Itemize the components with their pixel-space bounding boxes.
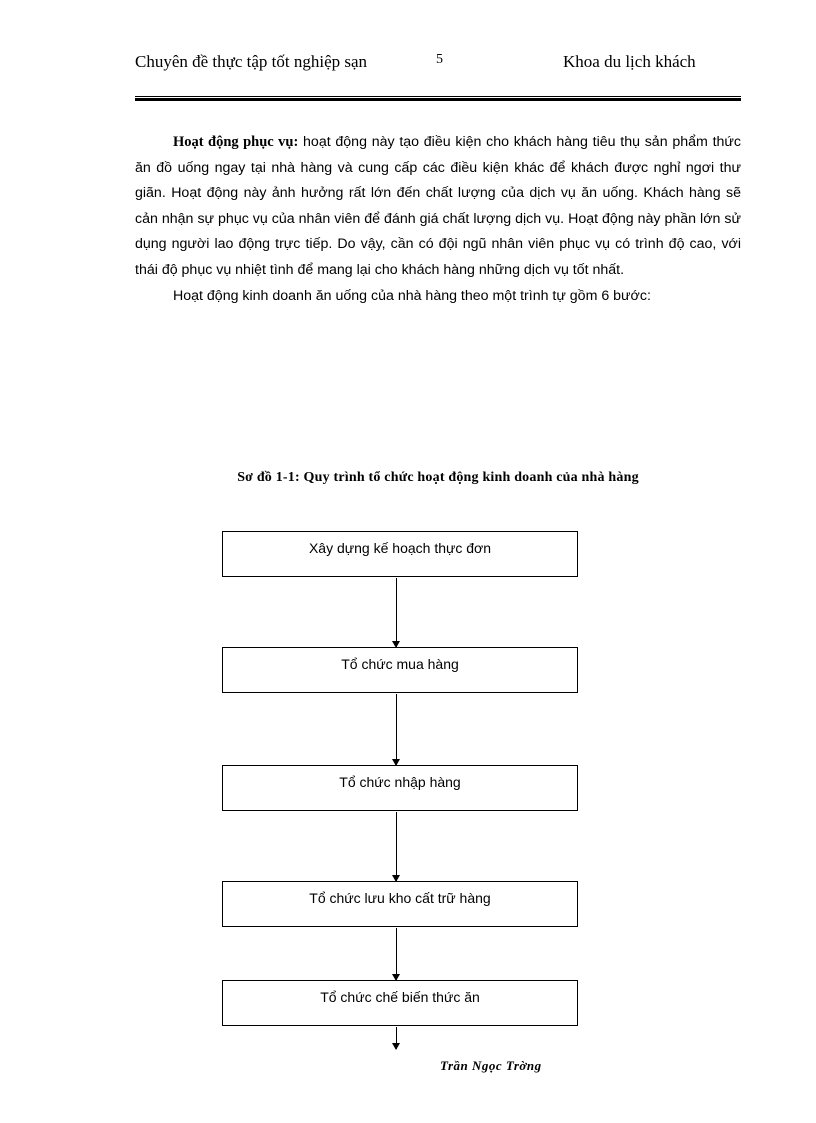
flow-arrow-2: [396, 694, 397, 765]
flow-step-4: Tổ chức lưu kho cất trữ hàng: [222, 881, 578, 927]
footer-signature: Trần Ngọc Trờng: [440, 1058, 542, 1073]
diagram-title: Sơ đồ 1-1: Quy trình tổ chức hoạt động kinh doanh của nhà hàng: [237, 470, 639, 485]
header-rule-thick: [135, 98, 741, 101]
body-text: [135, 130, 741, 309]
flow-step-2: Tổ chức mua hàng: [222, 647, 578, 693]
flow-step-3: Tổ chức nhập hàng: [222, 765, 578, 811]
paragraph-service: [135, 130, 741, 284]
flow-arrow-4: [396, 928, 397, 980]
flow-step-5: Tổ chức chế biến thức ăn: [222, 980, 578, 1026]
page-number: 5: [436, 52, 443, 67]
flow-step-1: Xây dựng kế hoạch thực đơn: [222, 531, 578, 577]
header-right-title: Khoa du lịch khách: [563, 52, 696, 71]
paragraph-service-text: hoạt động này tạo điều kiện cho khách hàng tiêu thụ sản phẩm thức ăn đồ uống ngay tại nhà hàng và cung cấp các điều kiện khác để khách được nghỉ ngơi thư giãn. Hoạt động này ảnh hưởng rất lớn đến chất lượng của dịch vụ ăn uống. Khách hàng sẽ cản nhận sự phục vụ của nhân viên để đánh giá chất lượng dịch vụ. Hoạt động này phần lớn sử dụng người lao động trực tiếp. Do vậy, cần có đội ngũ nhân viên phục vụ có trình độ cao, với thái độ phục vụ nhiệt tình để mang lại cho khách hàng những dịch vụ tốt nhất.: [135, 134, 741, 278]
flow-arrow-3: [396, 812, 397, 881]
header-left-title: Chuyên đề thực tập tốt nghiệp sạn: [135, 52, 368, 71]
header-rule-thin: [135, 96, 741, 97]
paragraph-service-lead: Hoạt động phục vụ:: [173, 134, 299, 150]
flow-arrow-5: [396, 1027, 397, 1049]
paragraph-steps-intro: Hoạt động kinh doanh ăn uống của nhà hàng theo một trình tự gồm 6 bước:: [173, 287, 651, 304]
flow-arrow-1: [396, 578, 397, 647]
